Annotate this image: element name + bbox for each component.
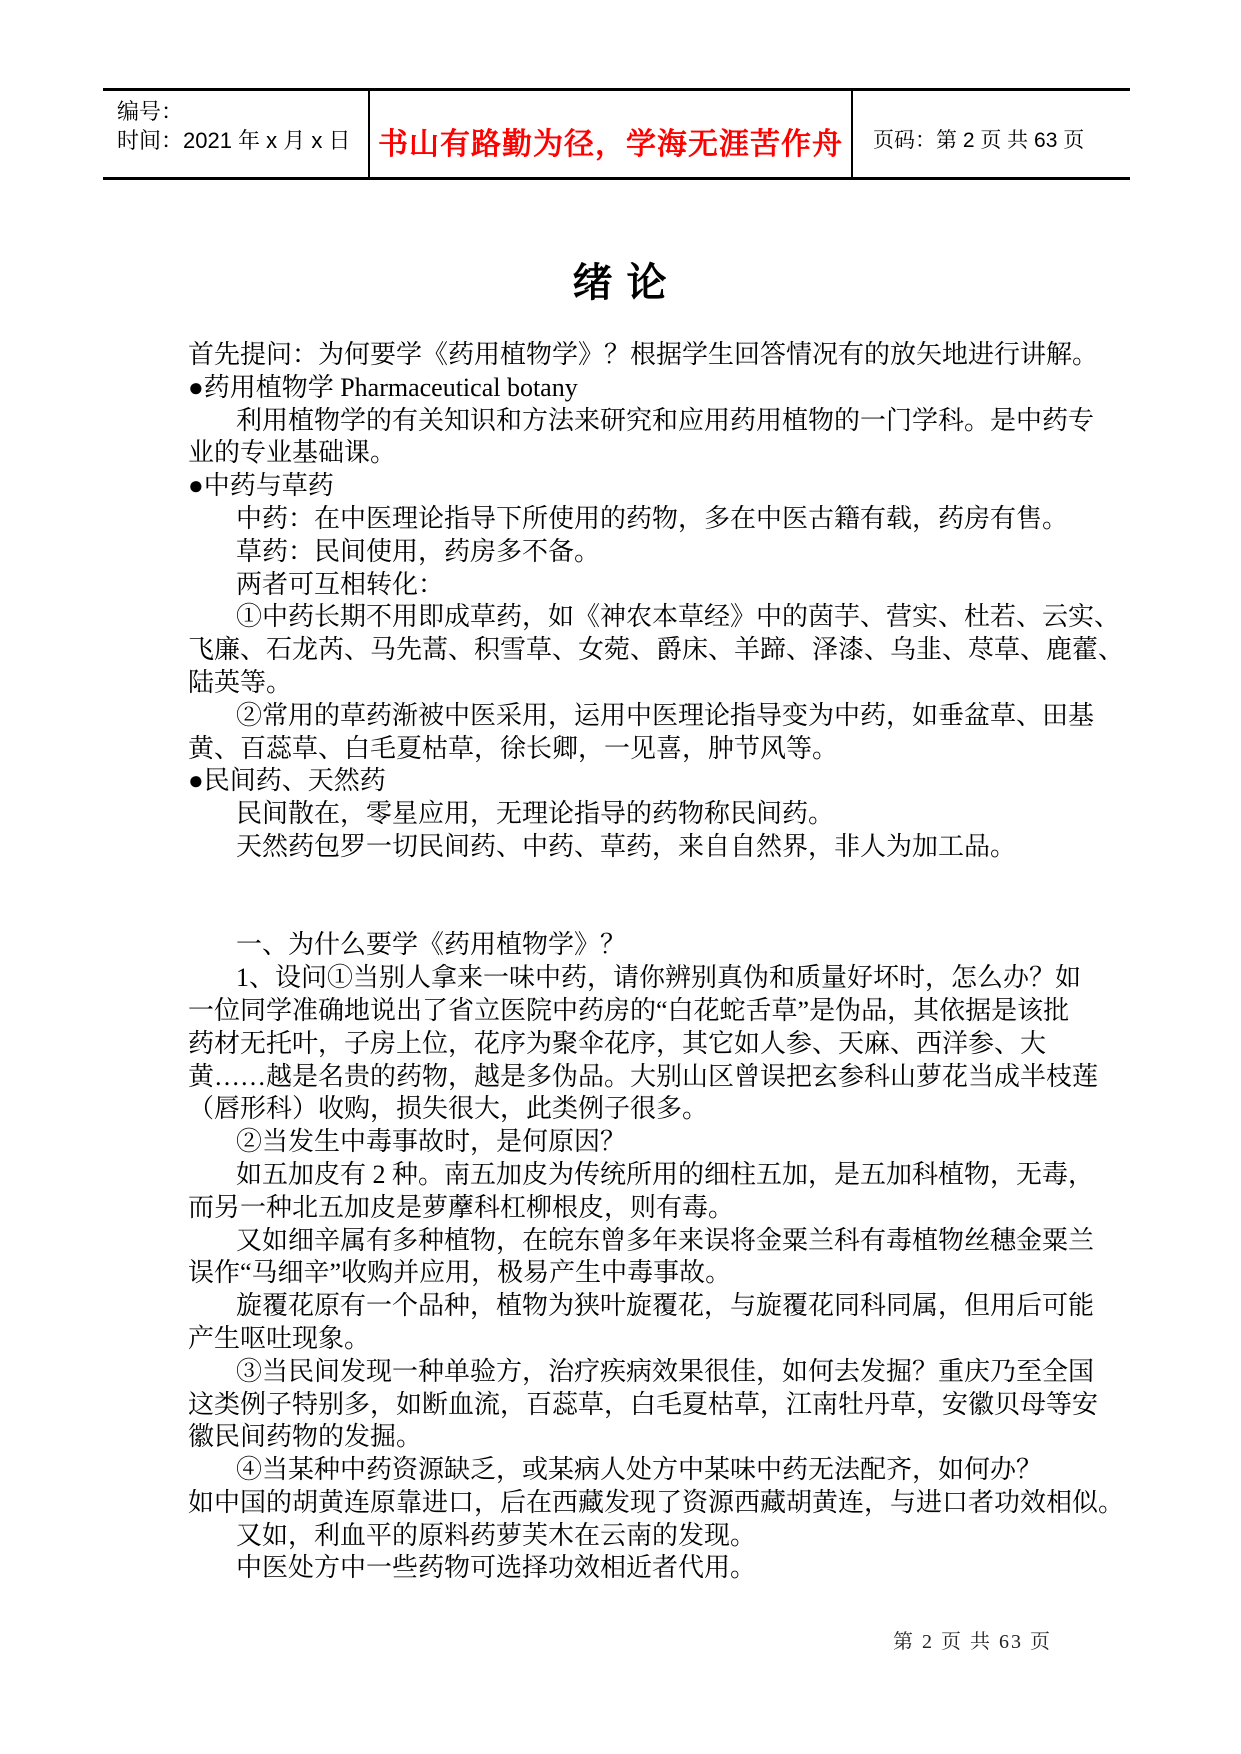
body-line: 而另一种北五加皮是萝藦科杠柳根皮，则有毒。: [188, 1192, 735, 1222]
body-line: 两者可互相转化：: [236, 569, 445, 599]
header-page-cell: [853, 91, 1130, 177]
header-motto: 书山有路勤为径，学海无涯苦作舟: [378, 128, 843, 161]
body-line: ②当发生中毒事故时，是何原因？: [236, 1127, 627, 1157]
body-line: 又如细辛属有多种植物，在皖东曾多年来误将金粟兰科有毒植物丝穗金粟兰: [236, 1225, 1095, 1255]
page-title: 绪 论: [572, 260, 669, 305]
header-motto-cell: [368, 91, 853, 177]
header-left-cell: [103, 91, 368, 177]
blank-line: [188, 864, 1080, 897]
body-line: 草药：民间使用，药房多不备。: [236, 536, 601, 566]
body-line: 利用植物学的有关知识和方法来研究和应用药用植物的一门学科。是中药专: [236, 405, 1095, 435]
header-page-label: 页码：第 2 页 共 63 页: [873, 129, 1085, 152]
body-line: 产生呕吐现象。: [188, 1323, 371, 1353]
body-line: 如中国的胡黄连原靠进口，后在西藏发现了资源西藏胡黄连，与进口者功效相似。: [188, 1487, 1125, 1517]
body-line: 如五加皮有 2 种。南五加皮为传统所用的细柱五加，是五加科植物，无毒，: [236, 1159, 1095, 1189]
body-line: 这类例子特别多，如断血流，百蕊草，白毛夏枯草，江南牡丹草，安徽贝母等安: [188, 1389, 1099, 1419]
body-line: 药材无托叶，子房上位，花序为聚伞花序，其它如人参、天麻、西洋参、大: [188, 1028, 1047, 1058]
body-line: 误作“马细辛”收购并应用，极易产生中毒事故。: [188, 1258, 732, 1288]
body-line: 徽民间药物的发掘。: [188, 1422, 423, 1452]
body-line: 又如，利血平的原料药萝芙木在云南的发现。: [236, 1520, 757, 1550]
body-line: ④当某种中药资源缺乏，或某病人处方中某味中药无法配齐，如何办？: [236, 1455, 1043, 1485]
body-line: （唇形科）收购，损失很大，此类例子很多。: [188, 1094, 709, 1124]
body-line: 1、设问①当别人拿来一味中药，请你辨别真伪和质量好坏时，怎么办？如: [236, 963, 1082, 993]
header-table: [103, 88, 1130, 180]
body-line: ①中药长期不用即成草药，如《神农本草经》中的茵芋、营实、杜若、云实、: [236, 602, 1121, 632]
body-line: 一位同学准确地说出了省立医院中药房的“白花蛇舌草”是伪品，其依据是该批: [188, 995, 1070, 1025]
body-line: ②常用的草药渐被中医采用，运用中医理论指导变为中药，如垂盆草、田基: [236, 700, 1095, 730]
body-line: 陆英等。: [188, 667, 293, 697]
blank-line: [188, 897, 1080, 930]
body-line: ●民间药、天然药: [188, 766, 386, 796]
body-line: 首先提问：为何要学《药用植物学》？根据学生回答情况有的放矢地进行讲解。: [188, 340, 1099, 369]
body-line: 飞廉、石龙芮、马先蒿、积雪草、女菀、爵床、羊蹄、泽漆、乌韭、荩草、鹿藿、: [188, 635, 1125, 665]
body-line: 中医处方中一些药物可选择功效相近者代用。: [236, 1553, 757, 1583]
body-line: 旋覆花原有一个品种，植物为狭叶旋覆花，与旋覆花同科同属，但用后可能: [236, 1291, 1095, 1321]
body-line: 黄、百蕊草、白毛夏枯草，徐长卿，一见喜，肿节风等。: [188, 733, 839, 763]
body-line: 黄……越是名贵的药物，越是多伪品。大别山区曾误把玄参科山萝花当成半枝莲: [188, 1061, 1099, 1091]
body-line: 天然药包罗一切民间药、中药、草药，来自自然界，非人为加工品。: [236, 831, 1017, 861]
body-line: ③当民间发现一种单验方，治疗疾病效果很佳，如何去发掘？重庆乃至全国: [236, 1356, 1095, 1386]
body-line: 民间散在，零星应用，无理论指导的药物称民间药。: [236, 799, 835, 829]
body-line: ●中药与草药: [188, 471, 334, 501]
document-body: [188, 339, 1125, 1585]
header-date-label: 时间：2021 年 x 月 x 日: [117, 128, 351, 153]
footer-page-number: 第 2 页 共 63 页: [893, 1631, 1052, 1653]
header-number-label: 编号：: [117, 99, 184, 124]
body-line: 中药：在中医理论指导下所使用的药物，多在中医古籍有载，药房有售。: [236, 503, 1069, 533]
body-line: 业的专业基础课。: [188, 438, 397, 468]
body-line: ●药用植物学 Pharmaceutical botany: [188, 372, 578, 402]
body-line: 一、为什么要学《药用植物学》？: [236, 930, 627, 960]
